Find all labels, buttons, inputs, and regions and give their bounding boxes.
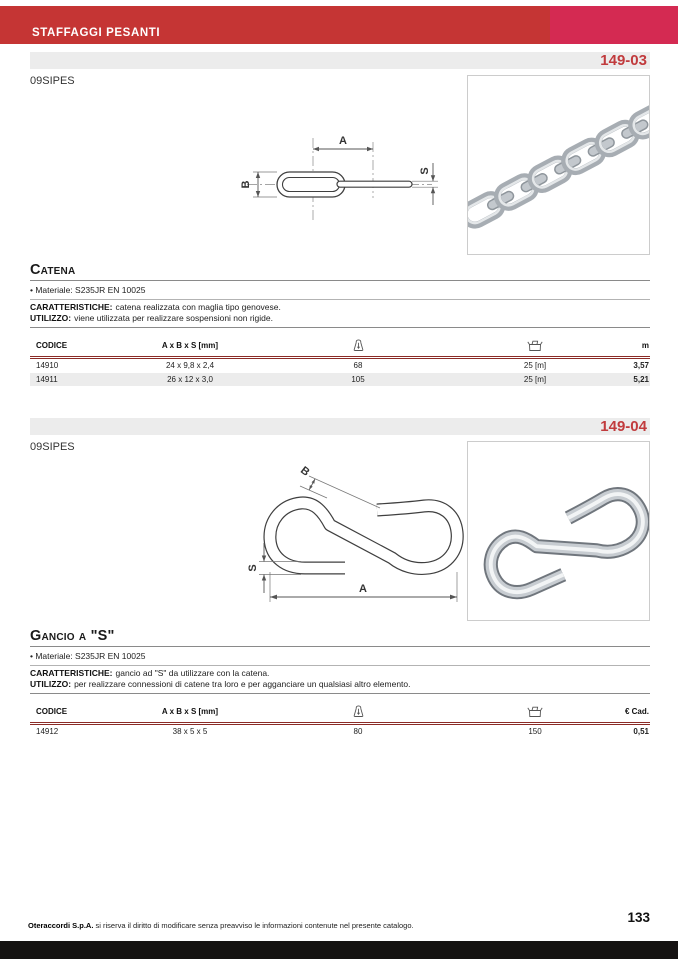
- footer-text: si riserva il diritto di modificare senza preavviso le informazioni contenute nel presente catalogo.: [93, 921, 414, 930]
- table-header-row: [30, 700, 650, 725]
- article-ref-149-03: 149-03: [30, 52, 650, 69]
- dim-a-label: A: [339, 135, 347, 147]
- section-title-catena: Catena: [30, 262, 650, 281]
- material-line: • Materiale: S235JR EN 10025: [30, 285, 650, 300]
- material-line: • Materiale: S235JR EN 10025: [30, 651, 650, 666]
- table-header-row: [30, 334, 650, 359]
- dim-s-label: S: [247, 564, 259, 572]
- cell-last: 5,21: [633, 374, 649, 384]
- category-title: STAFFAGGI PESANTI: [32, 27, 161, 39]
- cell-dims: 24 x 9,8 x 2,4: [165, 361, 215, 371]
- cell-codice: 14911: [36, 374, 58, 384]
- table-row: [30, 373, 650, 387]
- usage-text: per realizzare connessioni di catene tra loro e per agganciare un qualsiasi altro elemento.: [74, 679, 411, 689]
- section-title-gancio: Gancio a "S": [30, 628, 650, 647]
- chain-product-photo: [467, 75, 650, 255]
- package-icon: [527, 705, 543, 718]
- usage-text: viene utilizzata per realizzare sospensioni non rigide.: [74, 313, 273, 323]
- col-weight: [258, 338, 458, 352]
- dim-a-label: A: [359, 583, 367, 595]
- usage-line: [30, 313, 650, 324]
- package-icon: [527, 339, 543, 352]
- footer-company: Oteraccordi S.p.A.: [28, 921, 94, 930]
- features-text: gancio ad "S" da utilizzare con la catena.: [115, 668, 270, 678]
- features-block: [30, 668, 650, 694]
- col-codice: CODICE: [36, 706, 68, 716]
- features-block: [30, 302, 650, 328]
- s-hook-technical-drawing: [243, 448, 468, 623]
- brand-code: 09SIPES: [30, 75, 75, 87]
- cell-dims: 38 x 5 x 5: [172, 727, 208, 737]
- chain-technical-drawing: [222, 98, 477, 238]
- cell-codice: 14910: [36, 361, 59, 371]
- s-hook-product-photo: [467, 441, 650, 621]
- col-pack: [458, 705, 612, 718]
- cell-pack: 25 [m]: [523, 374, 547, 384]
- col-last: m: [641, 340, 649, 350]
- features-line: [30, 302, 650, 313]
- features-label: CARATTERISTICHE:: [30, 668, 113, 678]
- cell-codice: 14912: [36, 727, 59, 737]
- product-table-gancio: [30, 700, 650, 739]
- dim-s-label: S: [419, 167, 431, 175]
- dim-b-label: B: [298, 464, 312, 479]
- weight-icon: [352, 704, 365, 718]
- top-category-bar: [0, 6, 678, 44]
- product-table-catena: [30, 334, 650, 386]
- features-text: catena realizzata con maglia tipo genovese.: [115, 302, 281, 312]
- cell-pack: 25 [m]: [523, 361, 547, 371]
- col-dims: A x B x S [mm]: [161, 706, 219, 716]
- weight-icon: [352, 338, 365, 352]
- col-pack: [458, 339, 612, 352]
- cell-dims: 26 x 12 x 3,0: [167, 374, 213, 384]
- cell-pack: 150: [528, 727, 542, 737]
- usage-label: UTILIZZO:: [30, 313, 72, 323]
- col-codice: CODICE: [36, 340, 68, 350]
- col-weight: [258, 704, 458, 718]
- cell-last: 0,51: [633, 727, 649, 737]
- brand-code: 09SIPES: [30, 441, 75, 453]
- usage-label: UTILIZZO:: [30, 679, 72, 689]
- cell-weight: 80: [353, 727, 363, 737]
- table-row: [30, 725, 650, 739]
- usage-line: [30, 679, 650, 690]
- article-ref-149-04: 149-04: [30, 418, 650, 435]
- cell-last: 3,57: [633, 361, 649, 371]
- dim-b-label: B: [240, 180, 252, 189]
- s-hook-photo-image: [468, 442, 649, 620]
- cell-weight: 68: [353, 361, 363, 371]
- col-last: € Cad.: [624, 706, 649, 716]
- features-label: CARATTERISTICHE:: [30, 302, 113, 312]
- page-edge-tab: [550, 6, 678, 44]
- footer-disclaimer: [28, 921, 414, 930]
- page-number: 133: [627, 910, 650, 925]
- cell-weight: 105: [351, 374, 365, 384]
- table-row: [30, 359, 650, 373]
- bottom-black-bar: [0, 941, 678, 959]
- chain-photo-image: [468, 76, 649, 254]
- features-line: [30, 668, 650, 679]
- col-dims: A x B x S [mm]: [161, 340, 219, 350]
